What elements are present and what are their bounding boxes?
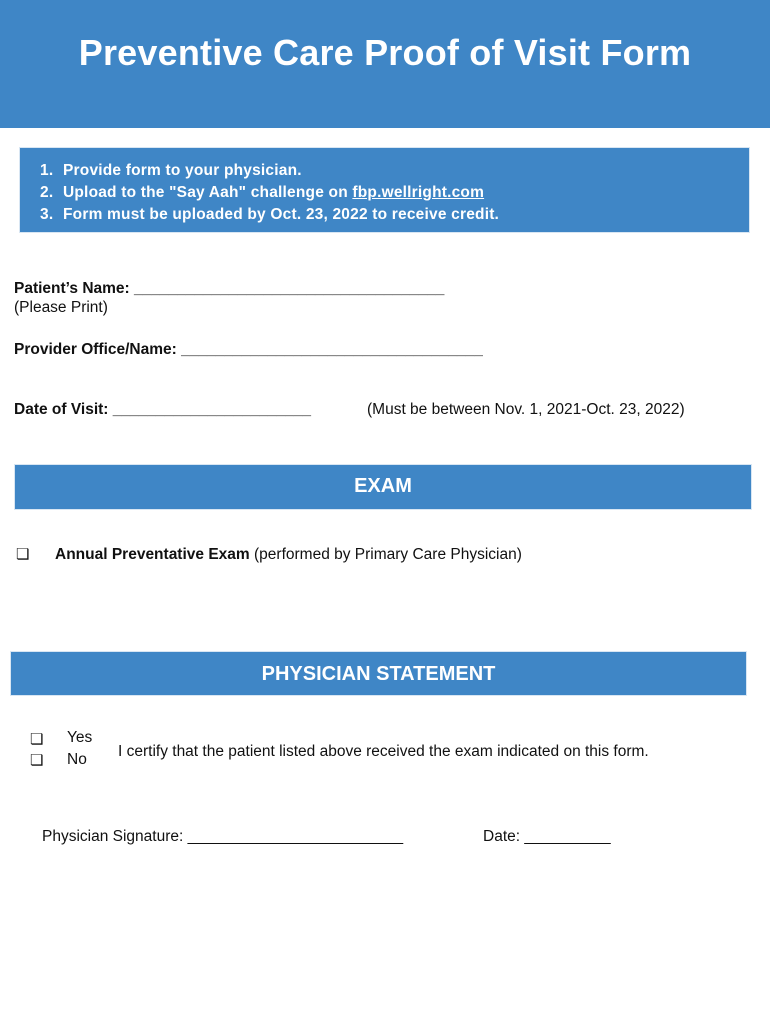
- date-of-visit-label: Date of Visit:: [14, 401, 109, 418]
- date-range-note: (Must be between Nov. 1, 2021-Oct. 23, 2022): [367, 401, 685, 418]
- date-of-visit-line[interactable]: _______________________: [112, 401, 312, 418]
- form-title: Preventive Care Proof of Visit Form: [78, 32, 692, 73]
- date-of-visit-field[interactable]: [14, 401, 311, 419]
- no-checkbox[interactable]: ❏: [30, 752, 44, 769]
- patient-name-label: Patient’s Name:: [14, 280, 130, 297]
- exam-section-title: EXAM: [354, 475, 412, 497]
- instruction-item: [40, 182, 499, 204]
- instruction-text: Provide form to your physician.: [63, 162, 302, 179]
- patient-name-line[interactable]: ____________________________________: [134, 280, 445, 297]
- patient-name-field[interactable]: [14, 280, 444, 298]
- signature-label: Physician Signature:: [42, 828, 184, 845]
- signature-line[interactable]: _________________________: [187, 828, 404, 845]
- physician-statement-title: PHYSICIAN STATEMENT: [261, 663, 496, 685]
- physician-statement-header: [10, 651, 747, 696]
- signature-date-line[interactable]: __________: [524, 828, 611, 845]
- provider-field[interactable]: [14, 341, 483, 359]
- instructions-list: [40, 160, 499, 226]
- instruction-number: 1.: [40, 162, 54, 179]
- exam-item-title: Annual Preventative Exam: [55, 546, 250, 563]
- provider-label: Provider Office/Name:: [14, 341, 177, 358]
- instruction-text: Form must be uploaded by Oct. 23, 2022 to receive credit.: [63, 206, 500, 223]
- exam-section-header: [14, 464, 752, 510]
- wellright-link[interactable]: fbp.wellright.com: [352, 184, 485, 201]
- signature-date-label: Date:: [483, 828, 521, 845]
- no-label: No: [67, 751, 87, 768]
- instruction-text: Upload to the "Say Aah" challenge on: [63, 184, 353, 201]
- certify-statement: I certify that the patient listed above received the exam indicated on this form.: [118, 743, 649, 760]
- instructions-box: [19, 147, 750, 233]
- yes-label: Yes: [67, 729, 93, 746]
- instruction-item: [40, 160, 499, 182]
- physician-signature-field[interactable]: [42, 828, 403, 846]
- instruction-number: 3.: [40, 206, 54, 223]
- exam-item-detail: (performed by Primary Care Physician): [249, 546, 522, 563]
- form-header: [0, 0, 770, 128]
- instruction-item: [40, 204, 499, 226]
- exam-checkbox[interactable]: ❏: [16, 546, 30, 563]
- please-print-note: (Please Print): [14, 299, 108, 316]
- provider-line[interactable]: ___________________________________: [181, 341, 483, 358]
- yes-checkbox[interactable]: ❏: [30, 731, 44, 748]
- exam-item: [55, 546, 522, 564]
- signature-date-field[interactable]: [483, 828, 611, 846]
- instruction-number: 2.: [40, 184, 54, 201]
